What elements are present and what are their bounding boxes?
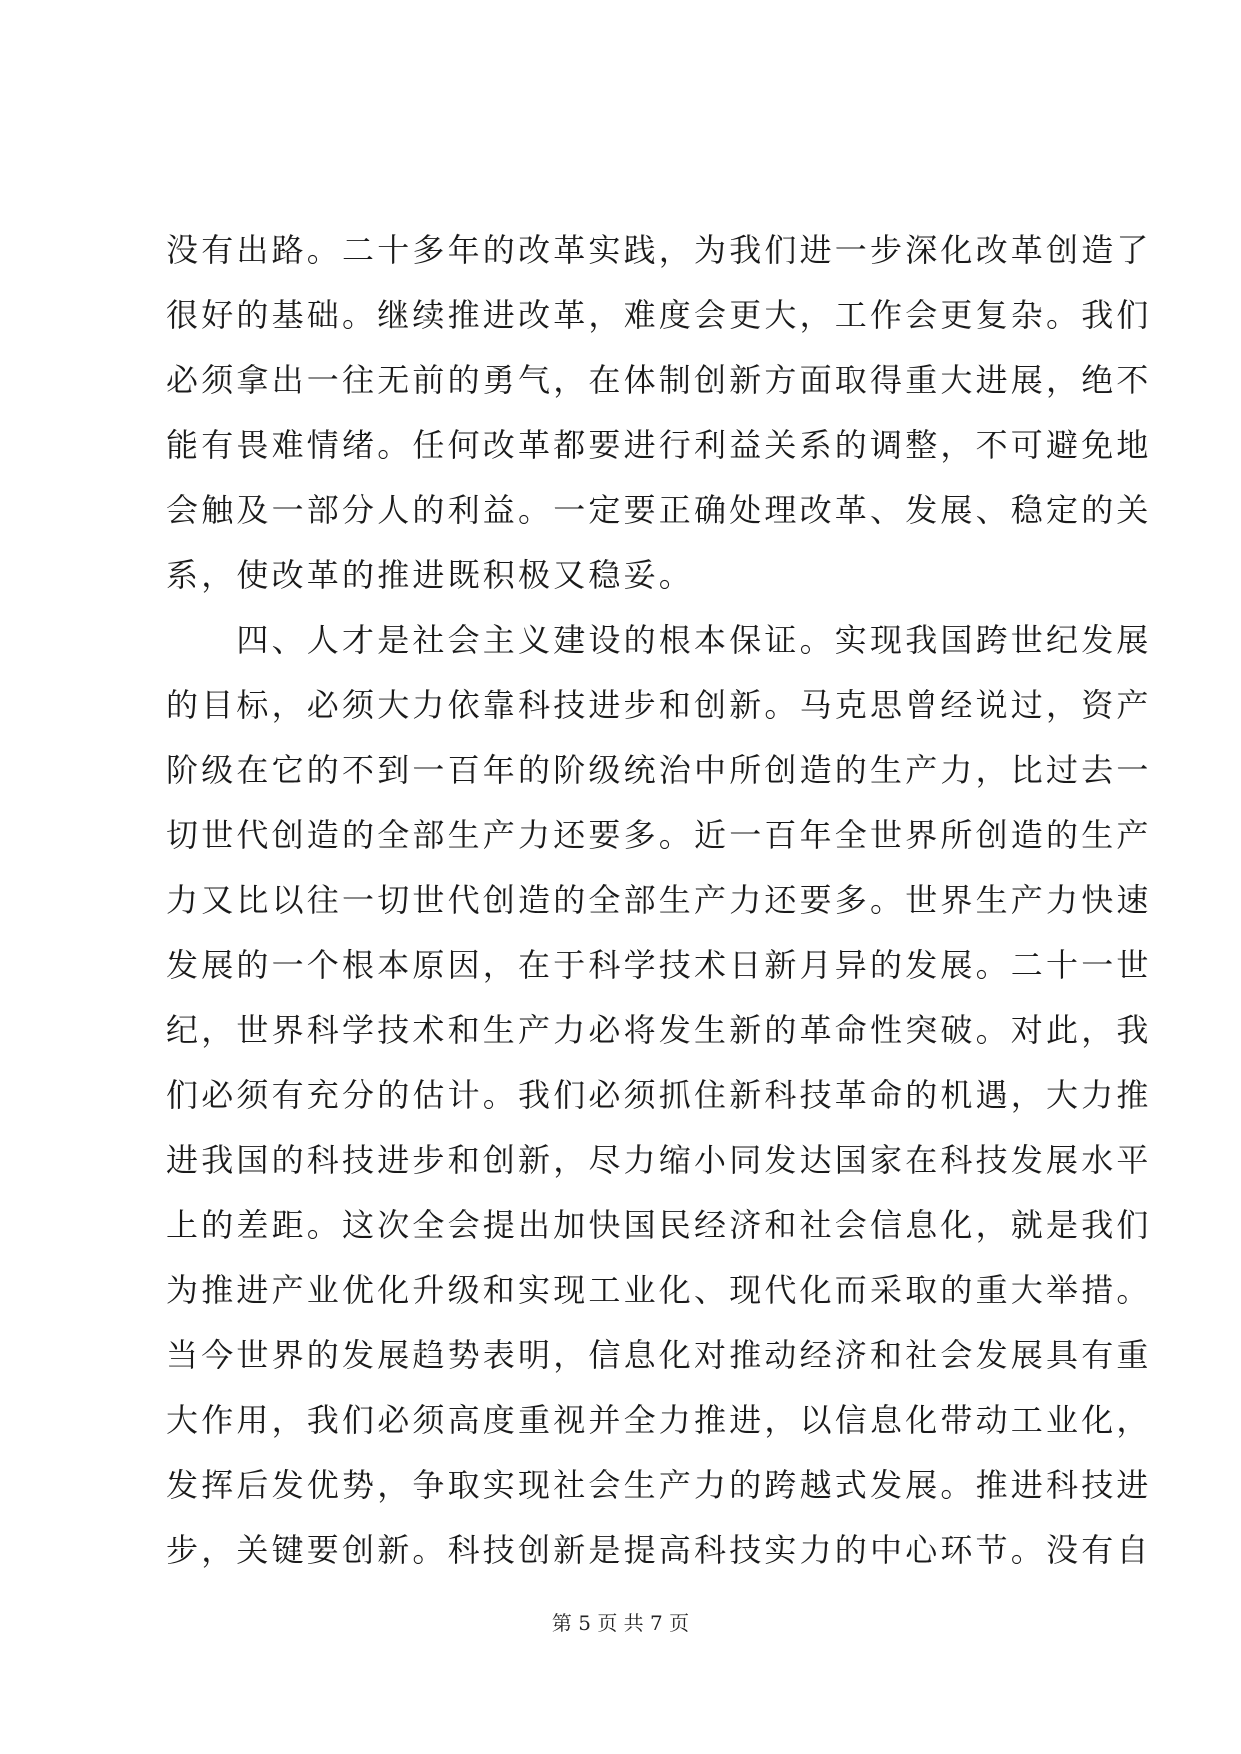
text-line: 很好的基础。继续推进改革，难度会更大，工作会更复杂。我们	[166, 296, 1152, 334]
text-line: 的目标，必须大力依靠科技进步和创新。马克思曾经说过，资产	[166, 686, 1152, 724]
page-number-footer: 第 5 页 共 7 页	[551, 1611, 690, 1635]
text-line: 步，关键要创新。科技创新是提高科技实力的中心环节。没有自	[166, 1531, 1152, 1569]
text-line: 发展的一个根本原因，在于科学技术日新月异的发展。二十一世	[166, 946, 1152, 984]
text-line: 能有畏难情绪。任何改革都要进行利益关系的调整，不可避免地	[166, 426, 1152, 464]
text-line: 纪，世界科学技术和生产力必将发生新的革命性突破。对此，我	[166, 1011, 1152, 1049]
text-line: 们必须有充分的估计。我们必须抓住新科技革命的机遇，大力推	[166, 1076, 1152, 1114]
text-line: 系，使改革的推进既积极又稳妥。	[166, 556, 695, 594]
text-line: 上的差距。这次全会提出加快国民经济和社会信息化，就是我们	[166, 1206, 1152, 1244]
text-line: 大作用，我们必须高度重视并全力推进，以信息化带动工业化，	[166, 1401, 1152, 1439]
text-line: 为推进产业优化升级和实现工业化、现代化而采取的重大举措。	[166, 1271, 1152, 1309]
text-line: 切世代创造的全部生产力还要多。近一百年全世界所创造的生产	[166, 816, 1152, 854]
text-line: 会触及一部分人的利益。一定要正确处理改革、发展、稳定的关	[166, 491, 1152, 529]
text-line: 发挥后发优势，争取实现社会生产力的跨越式发展。推进科技进	[166, 1466, 1152, 1504]
body-text	[166, 218, 1152, 1583]
text-line: 四、人才是社会主义建设的根本保证。实现我国跨世纪发展	[166, 621, 1152, 659]
text-line: 必须拿出一往无前的勇气，在体制创新方面取得重大进展，绝不	[166, 361, 1152, 399]
text-line: 当今世界的发展趋势表明，信息化对推动经济和社会发展具有重	[166, 1336, 1152, 1374]
text-line: 进我国的科技进步和创新，尽力缩小同发达国家在科技发展水平	[166, 1141, 1152, 1179]
text-line: 没有出路。二十多年的改革实践，为我们进一步深化改革创造了	[166, 231, 1152, 269]
text-line: 力又比以往一切世代创造的全部生产力还要多。世界生产力快速	[166, 881, 1152, 919]
text-line: 阶级在它的不到一百年的阶级统治中所创造的生产力，比过去一	[166, 751, 1152, 789]
